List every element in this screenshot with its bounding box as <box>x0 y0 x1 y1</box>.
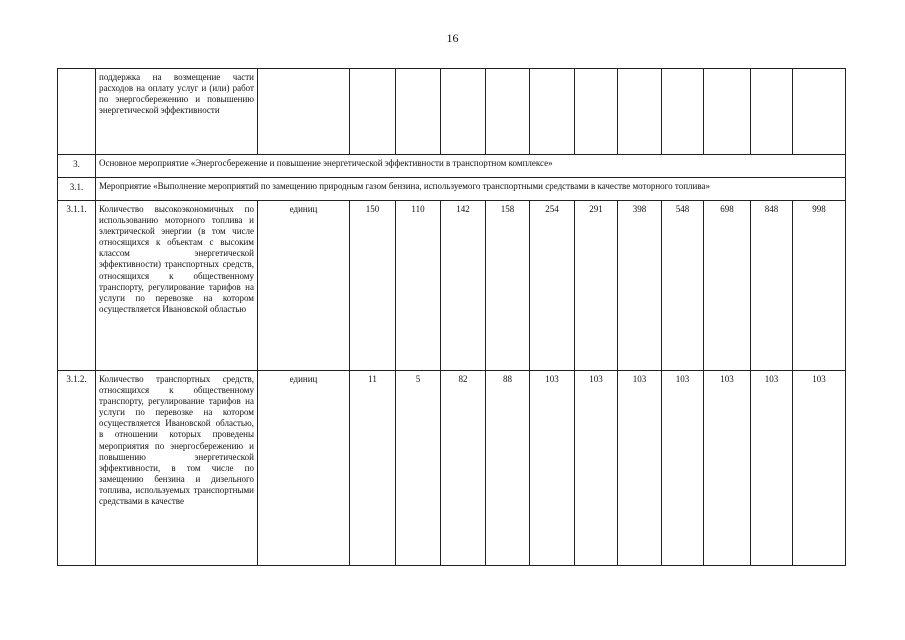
row-value: 548 <box>662 201 704 371</box>
row-name: поддержка на возмещение части расходов на оплату услуг и (или) работ по энергосбережению и повышению энергетической эффективности <box>96 69 258 155</box>
row-value: 88 <box>486 371 530 566</box>
row-value: 158 <box>486 201 530 371</box>
row-value: 11 <box>350 371 396 566</box>
row-value <box>793 69 846 155</box>
row-value: 110 <box>396 201 441 371</box>
row-value: 103 <box>704 371 751 566</box>
row-value: 103 <box>662 371 704 566</box>
row-value <box>618 69 662 155</box>
row-value: 103 <box>751 371 793 566</box>
row-value: 5 <box>396 371 441 566</box>
row-value <box>350 69 396 155</box>
table-row-section-3 <box>58 155 846 178</box>
row-value <box>486 69 530 155</box>
row-value <box>751 69 793 155</box>
table-row <box>58 371 846 566</box>
row-value: 103 <box>793 371 846 566</box>
row-value <box>662 69 704 155</box>
row-value: 848 <box>751 201 793 371</box>
row-value: 103 <box>618 371 662 566</box>
row-value <box>704 69 751 155</box>
row-value: 698 <box>704 201 751 371</box>
table-row <box>58 201 846 371</box>
row-unit: единиц <box>258 201 350 371</box>
row-value: 998 <box>793 201 846 371</box>
row-value <box>396 69 441 155</box>
indicator-table <box>57 68 846 566</box>
subsection-number: 3.1. <box>58 178 96 201</box>
row-value: 142 <box>441 201 486 371</box>
row-name: Количество транспортных средств, относящихся к общественному транспорту, регулирование тарифов на услуги по перевозке на котором осуществляется Ивановской областью, в отношении которых проведены мероприятия по энергосбережению и повышению энергетической эффективности, в том числе по замещению бензина и дизельного топлива, используемых транспортными средствами в качестве <box>96 371 258 566</box>
row-value: 398 <box>618 201 662 371</box>
page-number: 16 <box>446 31 459 45</box>
section-title: Основное мероприятие «Энергосбережение и повышение энергетической эффективности в транспортном комплексе» <box>96 155 846 178</box>
table-row-continuation <box>58 69 846 155</box>
row-number: 3.1.2. <box>58 371 96 566</box>
row-value: 254 <box>530 201 575 371</box>
row-value: 291 <box>575 201 618 371</box>
table-row-subsection-3-1 <box>58 178 846 201</box>
section-number: 3. <box>58 155 96 178</box>
row-value: 103 <box>530 371 575 566</box>
row-value <box>575 69 618 155</box>
row-value: 150 <box>350 201 396 371</box>
row-name: Количество высокоэкономичных по использованию моторного топлива и электрической энергии (в том числе относящихся к объектам с высоким классом энергетической эффективности) транспортных средств, относящихся к общественному транспорту, регулирование тарифов на услуги по перевозке на котором осуществляется Ивановской областью <box>96 201 258 371</box>
row-value <box>530 69 575 155</box>
row-unit: единиц <box>258 371 350 566</box>
row-number: 3.1.1. <box>58 201 96 371</box>
row-value <box>441 69 486 155</box>
row-unit <box>258 69 350 155</box>
row-value: 82 <box>441 371 486 566</box>
row-value: 103 <box>575 371 618 566</box>
row-number <box>58 69 96 155</box>
subsection-title: Мероприятие «Выполнение мероприятий по замещению природным газом бензина, используемого транспортными средствами в качестве моторного топлива» <box>96 178 846 201</box>
